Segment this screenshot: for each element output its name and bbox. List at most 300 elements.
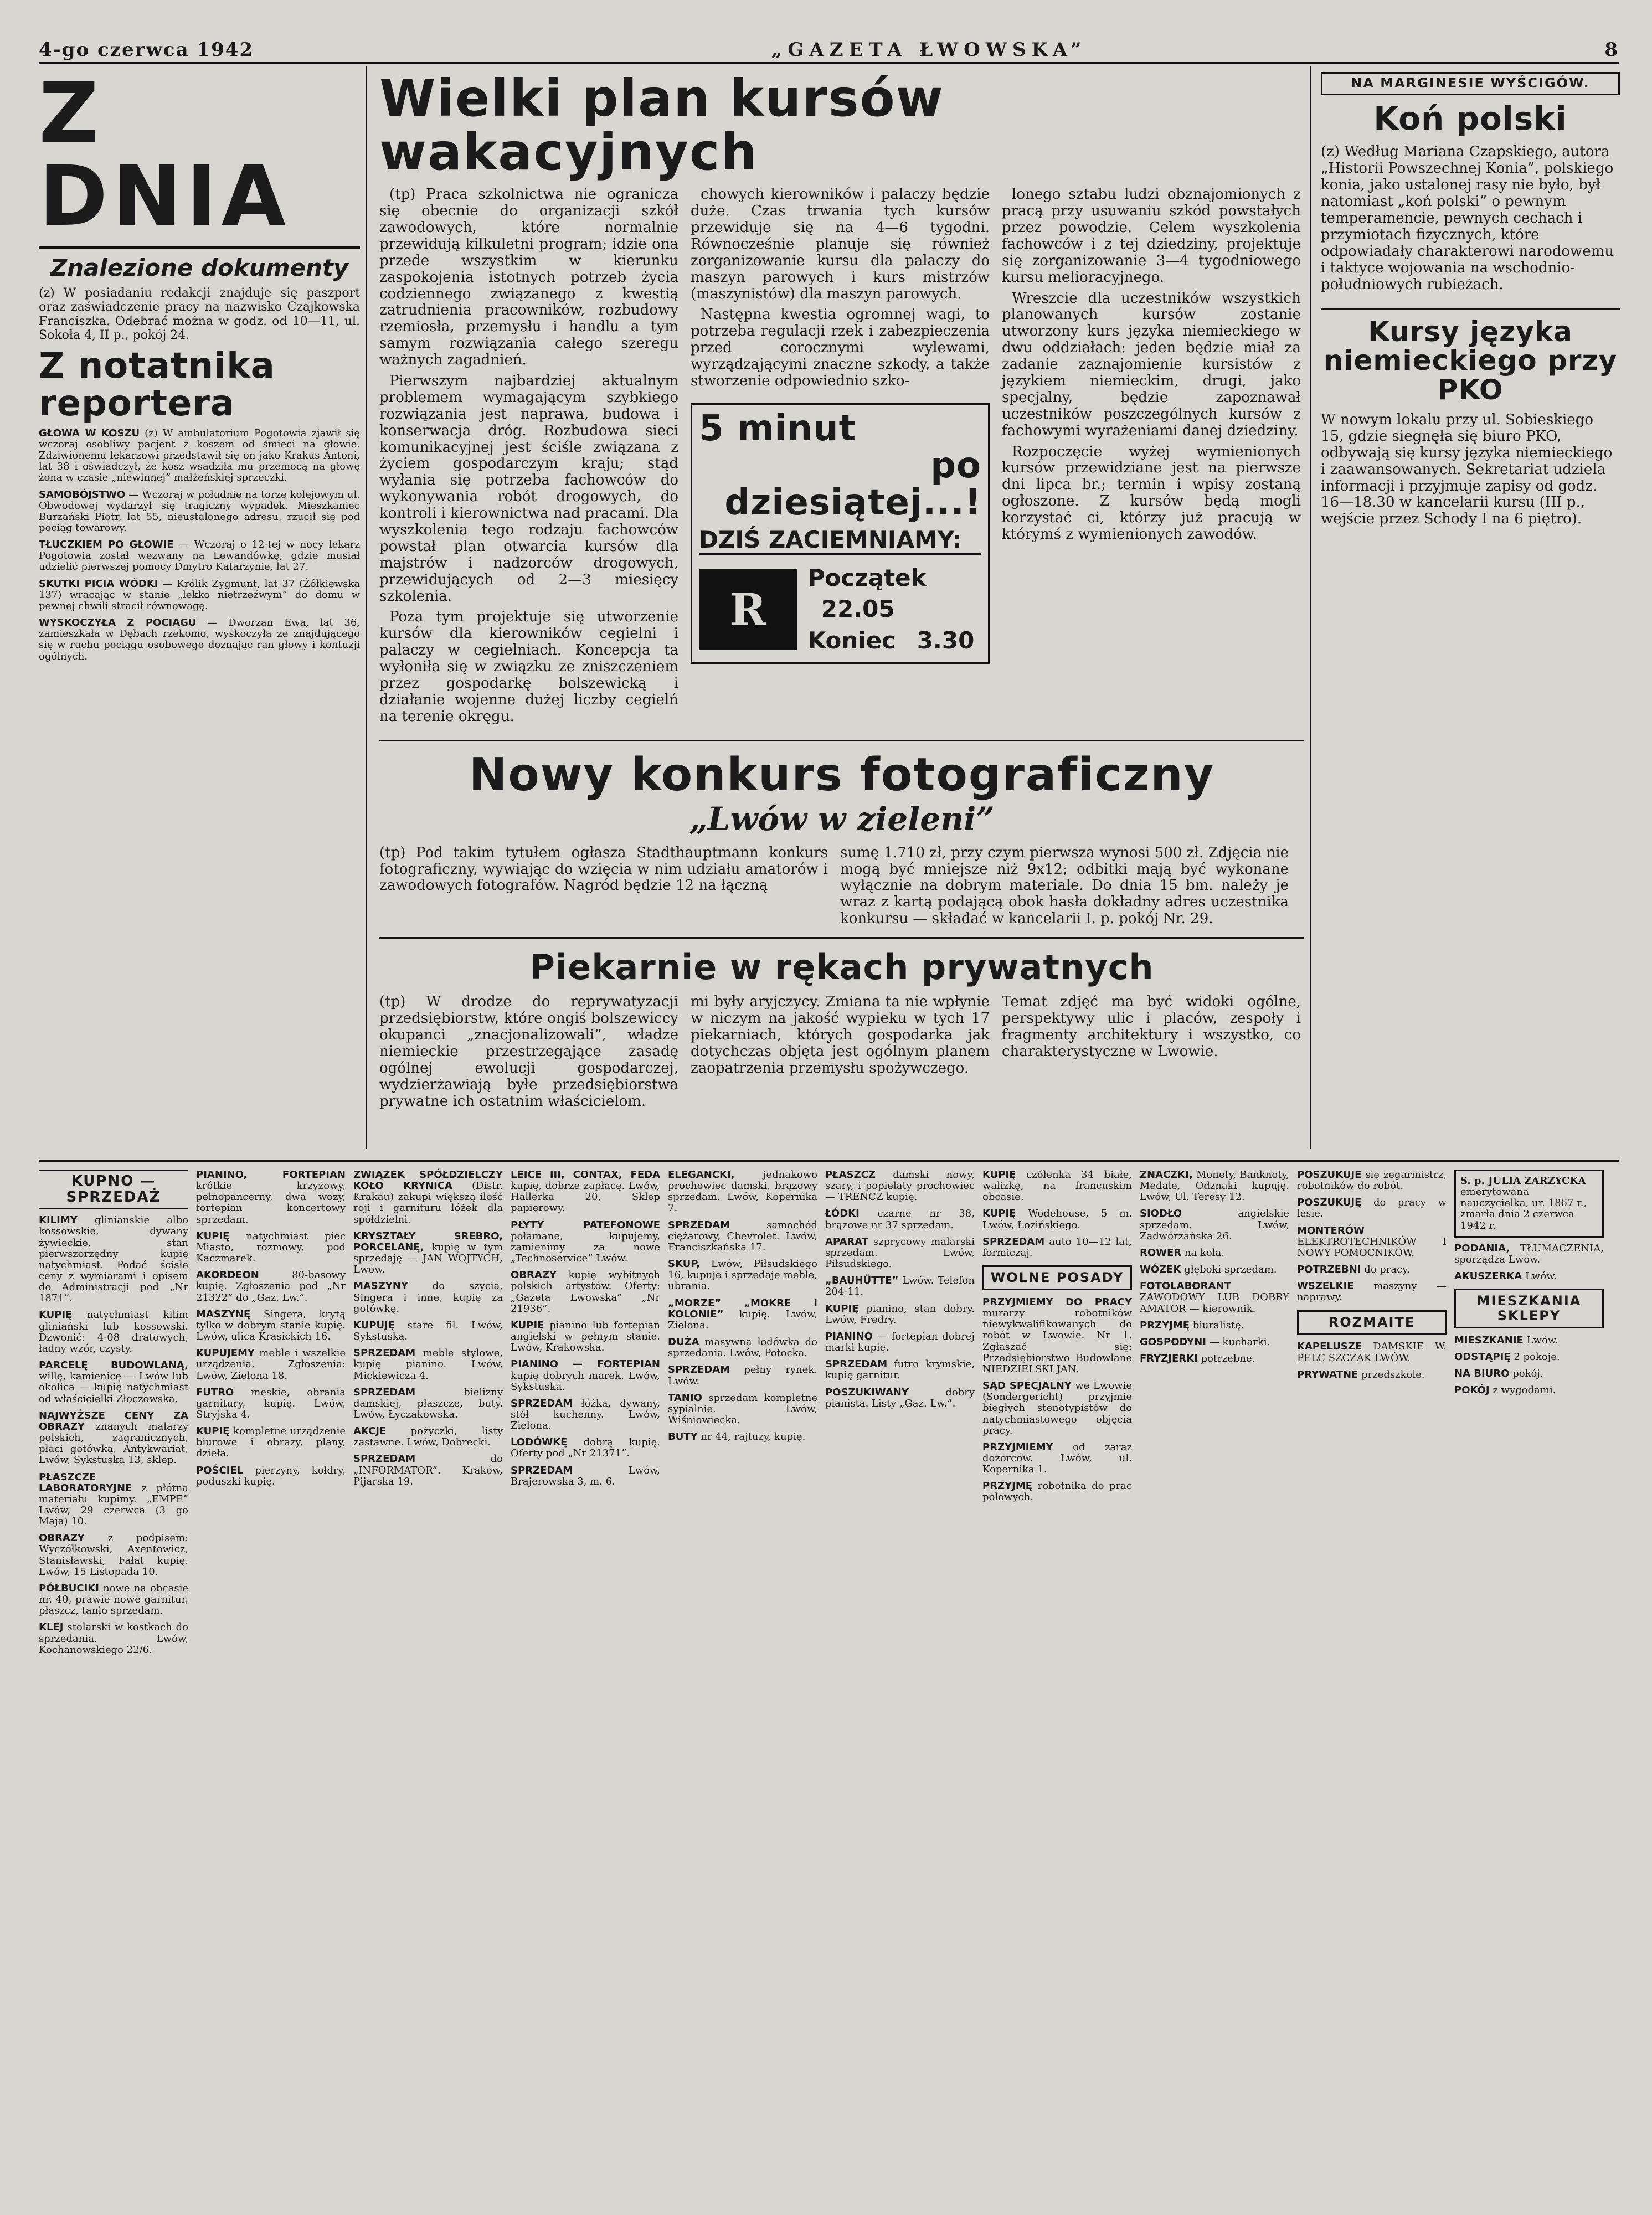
classified-ad-heading: POSZUKIWANY bbox=[825, 1386, 909, 1398]
photo-contest-rule bbox=[379, 740, 1304, 741]
classified-ad-heading: KUPIĘ bbox=[982, 1208, 1016, 1220]
blackout-end bbox=[808, 625, 981, 657]
classified-ad bbox=[668, 1259, 817, 1292]
classified-ad bbox=[668, 1170, 817, 1214]
classified-ad bbox=[196, 1270, 346, 1303]
classified-ad-text: Monety, Banknoty, Medale, Odznaki kupuję. Lwów, Ul. Teresy 12. bbox=[1140, 1169, 1289, 1203]
classified-ad-heading: ZNACZKI, bbox=[1140, 1169, 1193, 1181]
main-col-3-p3: Rozpoczęcie wyżej wymienionych kursów przewidziane jest na pierwsze dni lipca br.; termin i wpisy zostaną ogłoszone. Z kursów będą mogli korzystać ci, którzy już pracują w którymś z wymienionych zawodów. bbox=[1002, 443, 1301, 543]
classified-ad-heading: KUPUJEMY bbox=[196, 1347, 255, 1359]
classified-ad bbox=[1140, 1281, 1289, 1314]
classified-ad bbox=[1140, 1170, 1289, 1203]
classified-ad bbox=[825, 1359, 975, 1381]
classified-ad-text: przedszkole. bbox=[1361, 1368, 1425, 1380]
classified-ad-heading: ODSTĄPIĘ bbox=[1454, 1351, 1511, 1363]
blackout-times bbox=[699, 563, 981, 657]
top-rule bbox=[39, 62, 1619, 64]
classified-ad-heading: PRZYJMĘ bbox=[1140, 1319, 1190, 1331]
classified-ad-heading: SĄD SPECJALNY bbox=[982, 1380, 1072, 1392]
classified-ad-heading: KUPUJĘ bbox=[353, 1319, 395, 1331]
classified-ad-text: auto 10—12 lat, formiczaj. bbox=[982, 1235, 1132, 1259]
classified-ad bbox=[511, 1320, 660, 1353]
classified-ad-text: meble i wszelkie urządzenia. Zgłoszenia: Lwów, Zielona 18. bbox=[196, 1347, 346, 1382]
notebook-item-text: — Wczoraj o 12-tej w nocy lekarz Pogotowia został wezwany na Lewandówkę, gdzie musiał udzielić pierwszej pomocy Dmytro Katarzynie, lat 27. bbox=[39, 539, 360, 573]
classified-ad bbox=[39, 1583, 188, 1616]
classified-ad-heading: PIANINO bbox=[825, 1330, 873, 1342]
classified-ad bbox=[1140, 1248, 1289, 1259]
obituary-text: emerytowana nauczycielka, ur. 1867 r., zmarła dnia 2 czerwca 1942 r. bbox=[1460, 1186, 1587, 1232]
classified-ad-heading: OBRAZY bbox=[39, 1532, 85, 1544]
classified-ad-heading: SPRZEDAM bbox=[511, 1464, 573, 1476]
classified-ad bbox=[982, 1442, 1132, 1475]
classified-ad bbox=[1297, 1264, 1447, 1275]
classified-ad bbox=[196, 1465, 346, 1487]
classified-ad-heading: PODANIA, bbox=[1454, 1242, 1510, 1254]
bakeries-rule bbox=[379, 937, 1304, 939]
classified-ad bbox=[825, 1331, 975, 1353]
classified-ad-text: pożyczki, listy zastawne. Lwów, Dobrecki. bbox=[353, 1425, 503, 1449]
classified-ad-text: pianino lub fortepian angielski w pełnym stanie. Lwów, Krakowska. bbox=[511, 1319, 660, 1354]
classified-ad-heading: SPRZEDAM bbox=[511, 1397, 573, 1409]
classified-ad bbox=[1140, 1208, 1289, 1242]
classified-ad bbox=[1297, 1170, 1447, 1192]
margin-headline: Koń polski bbox=[1373, 99, 1567, 137]
classified-ad-heading: BUTY bbox=[668, 1431, 698, 1443]
classified-ad-heading: OBRAZY bbox=[511, 1269, 557, 1281]
main-col-1-p2: Pierwszym najbardziej aktualnym problemem wymagającym szybkiego rozwiązania jest naprawa, budowa i konserwacja dróg. Rozbudowa sieci komunikacyjnej jest ściśle związana z życiem gospodarczym kraju; stąd wyłania się potrzeba fachowców do wykonywania robót drogowych, do kontroli i kierownictwa nad pracami. Dla wyszkolenia tego rodzaju fachowców powstał plan otwarcia kursów dla majstrów i nadzorców drogowych, przewidujących od 2—3 miesięcy szkolenia. bbox=[379, 372, 678, 605]
found-docs-text: (z) W posiadaniu redakcji znajduje się paszport oraz zaświadczenie pracy na nazwisko Czajkowska Franciszka. Odebrać można w godz. od 10—11, ul. Sokoła 4, II p., pokój 24. bbox=[39, 286, 360, 343]
obituary-name: S. p. JULIA ZARZYCKA bbox=[1460, 1175, 1586, 1187]
classified-ad bbox=[39, 1622, 188, 1655]
notebook-item-title: WYSKOCZYŁA Z POCIĄGU bbox=[39, 617, 197, 629]
classified-ad-text: Lwów. bbox=[1526, 1335, 1558, 1346]
classified-ad bbox=[982, 1208, 1132, 1230]
notebook-item bbox=[39, 579, 360, 612]
notebook-item-text: (z) W ambulatorium Pogotowia zjawił się wczoraj osobliwy pacjent z koszem od śmieci na głowie. Zdziwionemu lekarzowi przedstawił się on jako Krakus Antoni, lat 38 i oświadczył, że kosz wsadziła mu przemocą na głowę żona w czasie „niewinnej” małżeńskiej sprzeczki. bbox=[39, 427, 360, 484]
classified-ad bbox=[196, 1387, 346, 1420]
classified-ad bbox=[39, 1410, 188, 1466]
notebook-item-title: SAMOBÓJSTWO bbox=[39, 488, 126, 501]
page-number: 8 bbox=[1604, 39, 1619, 61]
classified-ad-text: do szycia, Singera i inne, kupię za gotówkę. bbox=[353, 1280, 503, 1315]
photo-contest-col-2: sumę 1.710 zł, przy czym pierwsza wynosi 500 zł. Zdjęcia nie mogą być mniejsze niż 9x12; odbitki mają być wykonane wyłącznie na dobrym materiale. Do dnia 15 bm. należy je wraz z kartą podającą obok hasła dokładny adres uczestnika konkursu — składać w kancelarii I. p. pokój Nr. 29. bbox=[840, 844, 1289, 928]
classified-ad-heading: POSZUKUJĘ bbox=[1297, 1197, 1362, 1209]
classified-ad-heading: WSZELKIE bbox=[1297, 1280, 1354, 1292]
classified-ad bbox=[1454, 1271, 1604, 1282]
classified-ad bbox=[196, 1170, 346, 1225]
classified-col-2 bbox=[196, 1170, 346, 2188]
classified-ad-heading: PRZYJMĘ bbox=[982, 1480, 1033, 1492]
classified-ad-heading: KLEJ bbox=[39, 1621, 64, 1634]
classified-ad bbox=[353, 1231, 503, 1276]
classified-ad bbox=[353, 1170, 503, 1225]
classified-ad-text: kompletne urządzenie biurowe i obrazy, plany, dzieła. bbox=[196, 1425, 346, 1460]
classified-ad bbox=[668, 1364, 817, 1387]
blackout-icon bbox=[699, 569, 797, 650]
classified-ad-heading: KUPIĘ bbox=[39, 1309, 73, 1321]
classified-ad-text: Wodehouse, 5 m. Lwów, Łozińskiego. bbox=[982, 1208, 1132, 1231]
classified-ad-text: Singera, krytą tylko w dobrym stanie kupię. Lwów, ulica Krasickich 16. bbox=[196, 1308, 346, 1343]
classified-ad-text: natychmiast kilim gliniański lub kossowski. Dzwonić: 4-08 dratowych, ładny wzór, czysty. bbox=[39, 1309, 188, 1354]
main-article bbox=[379, 69, 1304, 1110]
classified-ad bbox=[982, 1237, 1132, 1259]
classified-ad-text: meble stylowe, kupię pianino. Lwów, Mickiewicza 4. bbox=[353, 1347, 503, 1382]
classified-ad bbox=[825, 1170, 975, 1203]
classified-section-title: MIESZKANIA SKLEPY bbox=[1454, 1289, 1604, 1328]
classified-ad-heading: GOSPODYNI bbox=[1140, 1336, 1206, 1348]
classified-ad-text: połamane, kupujemy, zamienimy za nowe „Technoservice” Lwów. bbox=[511, 1230, 660, 1265]
title-rule bbox=[39, 246, 360, 249]
classified-ad-text: — fortepian dobrej marki kupię. bbox=[825, 1330, 975, 1354]
classified-ad-heading: WÓZEK bbox=[1140, 1264, 1181, 1276]
classified-ad-text: Lwów. bbox=[1525, 1270, 1557, 1282]
main-col-1-p1: (tp) Praca szkolnictwa nie ogranicza się obecnie do organizacji szkół zawodowych, które normalnie przewidują kilkuletni program; idzie ona przede wszystkim w kierunku zaspokojenia istotnych potrzeb życia codziennego związanego z kwestią zatrudnienia pracowników, rozbudowy rzemiosła, przemysłu i handlu a tym samym rozwiązania całego szeregu ważnych zagadnień. bbox=[379, 186, 678, 369]
classified-ad-text: kupię, dobrze zapłacę. Lwów, Hallerka 20, Sklep papierowy. bbox=[511, 1180, 660, 1214]
z-dnia-title: Z DNIA bbox=[39, 65, 290, 245]
classified-col-1-title: KUPNO — SPRZEDAŻ bbox=[39, 1170, 188, 1209]
margin-title: NA MARGINESIE WYŚCIGÓW. bbox=[1321, 72, 1620, 95]
classified-ad bbox=[196, 1348, 346, 1381]
classified-ad-text: stare fil. Lwów, Sykstuska. bbox=[353, 1319, 503, 1343]
classified-ad-text: pianino, stan dobry. Lwów, Fredry. bbox=[825, 1302, 975, 1326]
classified-ad bbox=[39, 1310, 188, 1354]
classified-ad-heading: PŁASZCZ bbox=[825, 1169, 876, 1181]
main-col-2 bbox=[691, 187, 990, 730]
classified-ad-heading: ZWIĄZEK SPÓŁDZIELCZY KOŁO KRYNICA bbox=[353, 1169, 503, 1192]
classified-ad-text: bielizny damskiej, płaszcze, buty. Lwów, Łyczakowska. bbox=[353, 1386, 503, 1420]
classified-ad-heading: SPRZEDAM bbox=[982, 1235, 1045, 1248]
main-col-2-text bbox=[691, 187, 990, 390]
classified-ad-heading: MIESZKANIE bbox=[1454, 1335, 1524, 1346]
classified-ad bbox=[39, 1215, 188, 1304]
classified-ad-text: ELEKTROTECHNIKÓW I NOWY POMOCNIKÓW. bbox=[1297, 1235, 1447, 1259]
classified-ad-text: damski nowy, szary, i popielaty prochowiec — TRENCZ kupię. bbox=[825, 1169, 975, 1203]
photo-contest-col-1: (tp) Pod takim tytułem ogłasza Stadthauptmann konkurs fotograficzny, wywiając do wzięcia w nim udziału amatorów i zawodowych fotografów. Nagród będzie 12 na łączną bbox=[379, 844, 828, 894]
classified-ad bbox=[1297, 1341, 1447, 1363]
classified-ad-text: się zegarmistrz, robotników do robót. bbox=[1297, 1169, 1447, 1192]
classified-ad-heading: PIANINO, FORTEPIAN bbox=[196, 1169, 346, 1181]
classified-ad bbox=[353, 1387, 503, 1420]
right-column bbox=[1321, 72, 1620, 528]
classified-ad-text: czarne nr 38, brązowe nr 37 sprzedam. bbox=[825, 1208, 975, 1231]
classified-ad bbox=[1297, 1369, 1447, 1380]
classified-col-5 bbox=[668, 1170, 817, 2188]
classified-ad-heading: KUPIĘ bbox=[825, 1302, 859, 1315]
classified-col-3 bbox=[353, 1170, 503, 2188]
obituary-box bbox=[1454, 1170, 1604, 1238]
classified-ad bbox=[353, 1426, 503, 1448]
classified-ad-heading: KUPIĘ bbox=[511, 1319, 544, 1331]
classified-ad-text: potrzebne. bbox=[1201, 1353, 1255, 1365]
classified-ad bbox=[1140, 1264, 1289, 1275]
classified-ad-heading: PŁASZCZE LABORATORYJNE bbox=[39, 1471, 132, 1494]
notebook-title: Z notatnika reportera bbox=[39, 346, 275, 424]
classified-ad bbox=[1454, 1352, 1604, 1363]
classified-ad-text: pierzyny, kołdry, poduszki kupię. bbox=[196, 1464, 346, 1487]
classified-ad bbox=[1297, 1281, 1447, 1303]
classified-ad bbox=[825, 1208, 975, 1230]
bakeries-headline: Piekarnie w rękach prywatnych bbox=[529, 947, 1154, 988]
blackout-box bbox=[691, 403, 990, 664]
classified-ad-text: robotnika do prac polowych. bbox=[982, 1480, 1132, 1503]
classified-ad bbox=[39, 1360, 188, 1405]
main-col-3-p2: Wreszcie dla uczestników wszystkich planowanych kursów zostanie utworzony kurs języka niemieckiego w dwu oddziałach: jeden będzie miał za zadanie zaznajomienie kursistów z językiem niemieckim, drugi, jako specjalny, będzie zapoznawał uczestników poszczególnych kursów z fachowymi wyrażeniami danej dziedziny. bbox=[1002, 290, 1301, 439]
notebook-item-text: — Dworzan Ewa, lat 36, zamieszkała w Dębach rzekomo, wyskoczyła ze znajdującego się w ruchu pociągu osobowego doznając ran głowy i kontuzji ogólnych. bbox=[39, 617, 360, 662]
classified-ad-text: pokój. bbox=[1512, 1368, 1543, 1380]
blackout-end-label: Koniec bbox=[807, 627, 896, 654]
classified-ad-heading: KILIMY bbox=[39, 1214, 78, 1227]
classified-ad-text: do pracy w lesie. bbox=[1297, 1197, 1447, 1220]
classified-col-7 bbox=[982, 1170, 1132, 2188]
classified-ad-heading: NAJWYŻSZE CENY ZA OBRAZY bbox=[39, 1409, 188, 1433]
notebook-item-title: SKUTKI PICIA WÓDKI bbox=[39, 578, 158, 590]
classified-ad-text: szprycowy malarski sprzedam. Lwów, Piłsudskiego. bbox=[825, 1235, 975, 1270]
classified-ad-heading: TANIO bbox=[668, 1392, 702, 1404]
classified-ad-text: maszyny — naprawy. bbox=[1297, 1280, 1447, 1304]
classified-ad-heading: ŁÓDKI bbox=[825, 1208, 860, 1220]
left-column bbox=[39, 65, 360, 668]
classified-ad-text: dobry pianista. Listy „Gaz. Lw.”. bbox=[825, 1386, 975, 1409]
classified-ad-heading: POŚCIEL bbox=[196, 1464, 244, 1476]
classified-ad-heading: APARAT bbox=[825, 1235, 869, 1248]
classified-ad-text: stolarski w kostkach do sprzedania. Lwów, Kochanowskiego 22/6. bbox=[39, 1621, 188, 1656]
blackout-title-1: 5 minut bbox=[699, 408, 857, 449]
classified-ad bbox=[1297, 1197, 1447, 1219]
classifieds bbox=[39, 1170, 1620, 2188]
classified-ad-heading: AKUSZERKA bbox=[1454, 1270, 1522, 1282]
classified-ad-text: od zaraz dozorców. Lwów, ul. Kopernika 1. bbox=[982, 1441, 1132, 1476]
classified-ad-heading: PIANINO — FORTEPIAN bbox=[511, 1358, 660, 1371]
classified-ad-text: do „INFORMATOR”. Kraków, Pijarska 19. bbox=[353, 1453, 503, 1487]
classified-ad-heading: DUŻA bbox=[668, 1336, 699, 1348]
classified-ad-text: we Lwowie (Sondergericht) przyjmie biegłych stenotypistów do natychmiastowego objęcia pracy. bbox=[982, 1380, 1132, 1436]
classified-ad-text: DAMSKIE W. PELC SZCZAK LWÓW. bbox=[1297, 1341, 1447, 1364]
classified-ad-heading: FRYZJERKI bbox=[1140, 1353, 1198, 1365]
classified-ad bbox=[353, 1454, 503, 1487]
left-column-rule bbox=[366, 66, 367, 1149]
classified-ad bbox=[668, 1393, 817, 1426]
classified-ad bbox=[353, 1320, 503, 1342]
classified-ad-text: samochód ciężarowy, Chevrolet. Lwów, Franciszkańska 17. bbox=[668, 1219, 817, 1253]
classified-col-10 bbox=[1454, 1170, 1604, 2188]
classified-ad-heading: ROWER bbox=[1140, 1246, 1182, 1259]
classified-ad-text: łóżka, dywany, stół kuchenny. Lwów, Zielona. bbox=[511, 1397, 660, 1432]
classified-ad-text: Lwów, Piłsudskiego 16, kupuje i sprzedaje meble, ubrania. bbox=[668, 1258, 817, 1292]
classified-ad-text: murarzy robotników niewykwalifikowanych do robót w Lwowie. Nr 1. Zgłaszać się: Przedsiębiorstwo Budowlane NIEDZIELSKI JAN. bbox=[982, 1307, 1132, 1375]
classified-ad-heading: KUPIĘ bbox=[982, 1169, 1016, 1181]
classified-ad-text: biuralistę. bbox=[1192, 1319, 1244, 1331]
classified-ad bbox=[668, 1298, 817, 1331]
classified-ad-heading: PRZYJMIEMY DO PRACY bbox=[982, 1296, 1132, 1308]
classified-ad bbox=[196, 1426, 346, 1459]
classified-ad-text: czółenka 34 białe, walizkę, na francuskim obcasie. bbox=[982, 1169, 1132, 1203]
notebook-item bbox=[39, 490, 360, 534]
classified-ad-heading: KAPELUSZE bbox=[1297, 1341, 1362, 1353]
classified-ad-heading: PARCELĘ BUDOWLANĄ, bbox=[39, 1359, 188, 1372]
classified-ad bbox=[982, 1170, 1132, 1203]
classified-ad-heading: AKCJE bbox=[353, 1425, 387, 1438]
mid-rule bbox=[39, 1160, 1619, 1162]
classified-ad-text: dobrą kupię. Oferty pod „Nr 21371”. bbox=[511, 1436, 660, 1460]
page-header bbox=[39, 39, 1619, 61]
course-rule bbox=[1321, 308, 1620, 310]
classified-ad-text: jednakowo prochowiec damski, brązowy sprzedam. Lwów, Kopernika 7. bbox=[668, 1169, 817, 1214]
classified-ad-text: natychmiast piec Miasto, rozmowy, pod Kaczmarek. bbox=[196, 1230, 346, 1265]
classified-ad-heading: SKUP, bbox=[668, 1258, 700, 1270]
classified-ad-heading: SIODŁO bbox=[1140, 1208, 1182, 1220]
notebook-item bbox=[39, 428, 360, 484]
classified-ad bbox=[511, 1359, 660, 1392]
classified-section-title: WOLNE POSADY bbox=[982, 1265, 1132, 1290]
right-column-rule bbox=[1310, 66, 1311, 1149]
classified-ad-heading: PÓŁBUCIKI bbox=[39, 1582, 99, 1594]
notebook-item-title: TŁUCZKIEM PO GŁOWIE bbox=[39, 539, 174, 551]
classified-ad bbox=[39, 1472, 188, 1528]
classified-ad-text: futro krymskie, kupię garnitur. bbox=[825, 1358, 975, 1382]
classified-ad-text: krótkie krzyżowy, pełnopancerny, dwa wozy, fortepian koncertowy sprzedam. bbox=[196, 1180, 346, 1225]
classified-ad bbox=[1140, 1353, 1289, 1364]
bakeries-col-3: Temat zdjęć ma być widoki ogólne, perspektywy ulic i placów, zespoły i fragmenty architektury i wszystko, co charakterystyczne w Lwowie. bbox=[1002, 993, 1301, 1060]
photo-contest-subtitle: „Lwów w zieleni” bbox=[689, 800, 995, 838]
classified-ad bbox=[196, 1231, 346, 1264]
main-article-columns bbox=[379, 187, 1304, 730]
classified-ad-heading: POTRZEBNI bbox=[1297, 1264, 1361, 1276]
classified-ad-heading: SPRZEDAM bbox=[668, 1364, 730, 1376]
classified-ad-text: Lwów. Telefon 204-11. bbox=[825, 1275, 975, 1298]
classified-ad-heading: MONTERÓW bbox=[1297, 1224, 1365, 1237]
classified-ad bbox=[982, 1297, 1132, 1375]
classified-ad bbox=[982, 1481, 1132, 1503]
classified-ad-heading: SPRZEDAM bbox=[668, 1219, 730, 1231]
classified-ad bbox=[196, 1309, 346, 1342]
photo-contest-headline: Nowy konkurs fotograficzny bbox=[469, 748, 1215, 801]
classified-ad bbox=[1140, 1320, 1289, 1331]
notebook-item bbox=[39, 539, 360, 573]
margin-text: (z) Według Mariana Czapskiego, autora „Historii Powszechnej Konia”, polskiego konia, jako ustalonej rasy nie było, był natomiast „koń polski” o pewnym temperamencie, pewnych cechach i przymiotach fizycznych, które odpowiadały charakterowi narodowemu i taktyce wojowania na wschodnio-południowych rubieżach. bbox=[1321, 143, 1614, 293]
classified-ad-text: z wygodami. bbox=[1493, 1384, 1556, 1397]
classified-ad-heading: PŁYTY PATEFONOWE bbox=[511, 1219, 660, 1231]
classified-ad bbox=[511, 1270, 660, 1315]
classified-ad bbox=[353, 1348, 503, 1381]
classified-ad-text: z podpisem: Wyczółkowski, Axentowicz, Stanisławski, Fałat kupię. Lwów, 15 Listopada 10. bbox=[39, 1532, 188, 1578]
classified-ad-text: nr 44, rajtuzy, kupię. bbox=[701, 1431, 806, 1443]
classified-ad-heading: AKORDEON bbox=[196, 1269, 259, 1281]
classified-ad bbox=[1297, 1225, 1447, 1259]
main-headline: Wielki plan kursów wakacyjnych bbox=[379, 69, 944, 182]
classified-ad-heading: MASZYNĘ bbox=[196, 1308, 251, 1320]
classified-ad bbox=[1454, 1243, 1604, 1265]
classified-ad bbox=[511, 1398, 660, 1431]
classified-ad bbox=[511, 1437, 660, 1459]
main-col-1 bbox=[379, 187, 678, 730]
classified-ad-text: 2 pokoje. bbox=[1514, 1351, 1560, 1363]
classified-ad bbox=[1454, 1385, 1604, 1396]
classified-ad-heading: LEICE III, CONTAX, FEDA bbox=[511, 1169, 660, 1181]
main-col-2-p1: chowych kierowników i palaczy będzie duże. Czas trwania tych kursów przewiduje się na 4—6 tygodni. Równocześnie planuje się również zorganizowanie kursu dla palaczy do maszyn parowych i kurs mistrzów (maszynistów) dla maszyn parowych. bbox=[691, 186, 990, 302]
main-col-3-p1: lonego sztabu ludzi obznajomionych z pracą przy usuwaniu szkód powstałych przez powodzie. Celem wyszkolenia fachowców i z tej dziedziny, projektuje się zorganizowanie 3—4 tygodniowego kursu melioracyjnego. bbox=[1002, 186, 1301, 286]
blackout-end-time: 3.30 bbox=[917, 627, 975, 654]
classified-ad bbox=[668, 1431, 817, 1443]
classified-ad bbox=[825, 1304, 975, 1326]
classified-ad-heading: KUPIĘ bbox=[196, 1425, 230, 1438]
notebook-item-text: — Wczoraj w południe na torze kolejowym ul. Obwodowej wydarzył się tragiczny wypadek. Mieszkaniec Burzański Piotr, lat 55, nieustalonego adresu, rzucił się pod pociąg towarowy. bbox=[39, 488, 360, 534]
classified-ad-text: do pracy. bbox=[1364, 1264, 1410, 1276]
classified-ad-text: z płótna materiału kupimy. „EMPE” Lwów, 29 czerwca (3 go Maja) 10. bbox=[39, 1482, 188, 1528]
classified-ad-text: głęboki sprzedam. bbox=[1184, 1264, 1277, 1276]
classified-ad-heading: POSZUKUJE bbox=[1297, 1169, 1362, 1181]
classified-ad-text: kupię w tym sprzedaję — JAN WOJTYCH, Lwów. bbox=[353, 1241, 503, 1276]
classified-ad-text: sprzedam kompletne sypialnie. Lwów, Wiśniowiecka. bbox=[668, 1392, 817, 1426]
classified-ad-text: kupię. Lwów, Zielona. bbox=[668, 1308, 817, 1331]
classified-ad-heading: PRZYJMIEMY bbox=[982, 1441, 1053, 1453]
notebook-item-title: GŁOWA W KOSZU bbox=[39, 427, 140, 439]
classified-ad-heading: MASZYNY bbox=[353, 1280, 408, 1292]
classified-ad bbox=[1454, 1368, 1604, 1379]
classified-col-9 bbox=[1297, 1170, 1447, 2188]
main-col-1-p3: Poza tym projektuje się utworzenie kursów dla kierowników cegielni i palaczy w cegielniach. Koncepcja ta wyłoniła się w związku ze zniszczeniem przez gospodarkę bolszewicką i działanie wojenne dużej liczby cegielń na terenie okręgu. bbox=[379, 609, 678, 725]
main-col-2-p2: Następna kwestia ogromnej wagi, to potrzeba regulacji rzek i zabezpieczenia przed corocznymi wylewami, wyrządzającymi znaczne szkody, a także stworzenie odpowiednio szko- bbox=[691, 306, 990, 389]
classified-ad-text: angielskie sprzedam. Lwów, Zadwórzańska 26. bbox=[1140, 1208, 1289, 1242]
classified-ad-heading: KRYSZTAŁY SREBRO, PORCELANĘ, bbox=[353, 1230, 503, 1253]
classified-columns bbox=[39, 1170, 1620, 2188]
classified-ad-heading: PRYWATNE bbox=[1297, 1368, 1358, 1380]
classified-ad-text: masywna lodówka do sprzedania. Lwów, Potocka. bbox=[668, 1336, 817, 1359]
blackout-start-label: Początek bbox=[807, 564, 927, 591]
classified-ad-text: ZAWODOWY LUB DOBRY AMATOR — kierownik. bbox=[1140, 1291, 1289, 1315]
classified-ad-text: 80-basowy kupię. Zgłoszenia pod „Nr 21322” do „Gaz. Lw.”. bbox=[196, 1269, 346, 1304]
classified-ad-text: (Distr. Krakau) zakupi większą ilość roji i garnituru łóżek dla spółdzielni. bbox=[353, 1180, 503, 1225]
classified-col-8 bbox=[1140, 1170, 1289, 2188]
classified-ad bbox=[511, 1465, 660, 1487]
blackout-start bbox=[808, 563, 981, 625]
classified-ad bbox=[511, 1170, 660, 1214]
classified-ad-text: pełny rynek. Lwów. bbox=[668, 1364, 817, 1387]
bakeries-col-2: mi były aryjczycy. Zmiana ta nie wpłynie w niczym na jakość wypieku w tych 17 piekarniach, których gospodarka jak dotychczas objęta jest ogólnym planem zaopatrzenia przemysłu spożywczego. bbox=[691, 993, 990, 1076]
classified-ad bbox=[982, 1380, 1132, 1436]
classified-ad-text: TŁUMACZENIA, sporządza Lwów. bbox=[1454, 1242, 1604, 1265]
masthead: „GAZETA ŁWOWSKA” bbox=[771, 39, 1087, 61]
classified-col-1-list bbox=[39, 1215, 188, 1656]
classified-ad-heading: SPRZEDAM bbox=[353, 1347, 416, 1359]
course-headline: Kursy języka niemieckiego przy PKO bbox=[1323, 315, 1618, 406]
classified-ad-heading: SPRZEDAM bbox=[353, 1453, 416, 1465]
classified-ad-text: znanych malarzy polskich, zagranicznych, płaci gotówką, Antykwariat, Lwów, Sykstuska 13, sklep. bbox=[39, 1420, 188, 1466]
bakeries-columns bbox=[379, 994, 1304, 1110]
classified-ad-text: — kucharki. bbox=[1209, 1336, 1270, 1348]
classified-ad-heading: ELEGANCKI, bbox=[668, 1169, 735, 1181]
blackout-title-2: po dziesiątej...! bbox=[724, 445, 981, 524]
classified-col-6 bbox=[825, 1170, 975, 2188]
classified-ad-text: kupię dobrych marek. Lwów, Sykstuska. bbox=[511, 1369, 660, 1393]
classified-ad-text: na koła. bbox=[1184, 1246, 1225, 1259]
course-text: W nowym lokalu przy ul. Sobieskiego 15, gdzie siegnęła się biuro PKO, odbywają się kursy języka niemieckiego i zaawansowanych. Sekretariat udziela informacji i przyjmuje zapisy od godz. 16—18.30 w kancelarii kursu (III p., wejście przez Schody I na 6 piętro). bbox=[1321, 411, 1613, 528]
bakeries-col-1: (tp) W drodze do reprywatyzacji przedsiębiorstw, które ongiś bolszewiccy okupanci „znacjonalizowali”, władze niemieckie przestrzegające zasadę ogólnej ewolucji gospodarczej, wydzierżawiają byłe przedsiębiorstwa prywatne ich ostatnim właścicielom. bbox=[379, 993, 678, 1110]
classified-ad-text: glinianskie albo kossowskie, dywany żywieckie, stan pierwszorzędny kupię natychmiast. Podać ścisłe ceny z wymiarami i opisem do Administracji pod „Nr 1871”. bbox=[39, 1214, 188, 1305]
notebook-item bbox=[39, 617, 360, 662]
notebook-item-text: — Królik Zygmunt, lat 37 (Żółkiewska 137) wracając w stanie „lekko nietrzeźwym” do domu w pewnej chwili stracił równowagę. bbox=[39, 578, 360, 612]
photo-contest-columns bbox=[379, 845, 1304, 928]
classified-ad bbox=[511, 1220, 660, 1265]
blackout-start-time: 22.05 bbox=[821, 595, 895, 623]
main-col-3 bbox=[1002, 187, 1301, 730]
classified-ad-heading: SPRZEDAM bbox=[825, 1358, 888, 1371]
found-docs-title: Znalezione dokumenty bbox=[50, 254, 349, 281]
blackout-tonight: DZIŚ ZACIEMNIAMY: bbox=[699, 527, 981, 554]
classified-ad-text: willę, kamienicę — Lwów lub okolica — kupię natychmiast od właścicielki Złoczowska. bbox=[39, 1371, 188, 1405]
blackout-time-list bbox=[808, 563, 981, 657]
blackout-icon-letter: R bbox=[729, 583, 766, 636]
classified-ad bbox=[1140, 1337, 1289, 1348]
